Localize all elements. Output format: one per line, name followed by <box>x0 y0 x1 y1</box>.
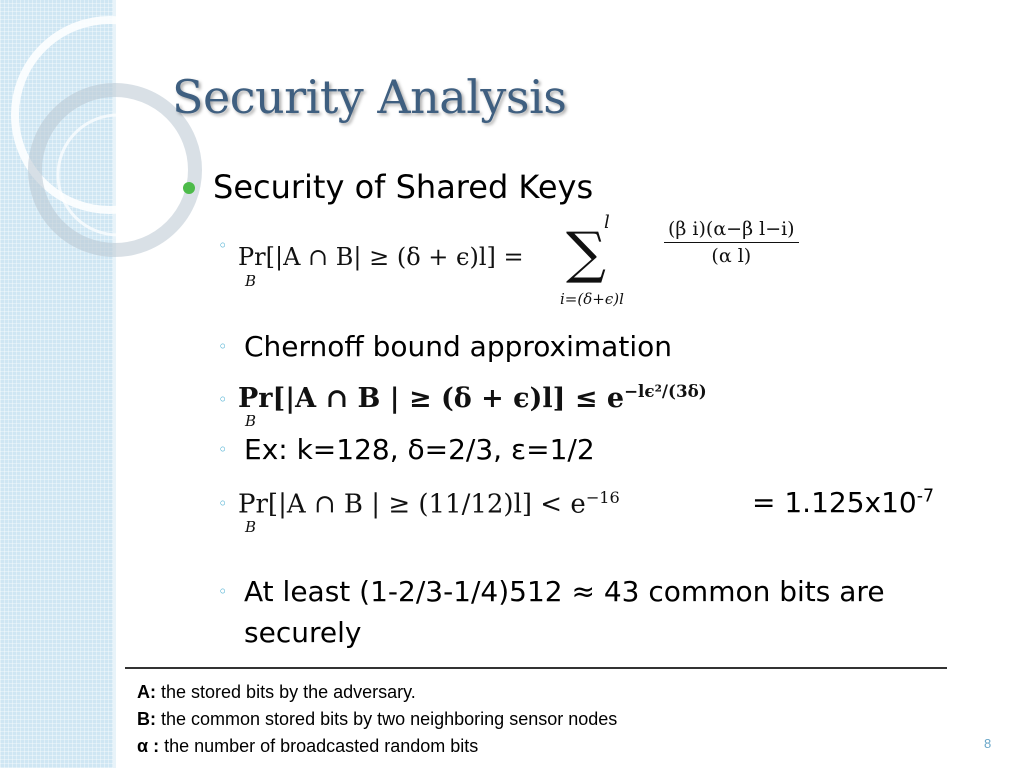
formula-3-subscript: B <box>245 518 257 536</box>
formula-3-body: Pr[|A ∩ B | ≥ (11/12)l] < e <box>238 489 586 520</box>
formula-probability-sum <box>238 243 524 271</box>
formula-2-exponent: −lϵ²/(3δ) <box>624 381 707 401</box>
footnote-alpha-text: the number of broadcasted random bits <box>159 736 479 756</box>
formula-1-sum-top: l <box>604 212 610 233</box>
formula-2-body: Pr[|A ∩ B | ≥ (δ + ϵ)l] ≤ e <box>238 383 625 414</box>
footnote-b <box>137 709 617 730</box>
formula-1-numerator: (β i)(α−β l−i) <box>664 218 799 243</box>
formula-1-lhs: Pr[|A ∩ B| ≥ (δ + ϵ)l] = <box>238 243 524 271</box>
formula-1-subscript: B <box>245 272 257 290</box>
decorative-sidebar <box>0 0 113 768</box>
bullet-example: Ex: k=128, δ=2/3, ε=1/2 <box>244 433 595 466</box>
sub-bullet-icon: ◦ <box>218 236 228 255</box>
result-value <box>752 486 934 519</box>
formula-3-exponent: −16 <box>585 488 620 507</box>
formula-2-subscript: B <box>245 412 257 430</box>
slide-title: Security Analysis <box>172 70 567 124</box>
sub-bullet-icon: ◦ <box>218 494 228 513</box>
formula-chernoff <box>238 381 707 414</box>
result-exponent: -7 <box>916 486 935 507</box>
page-number: 8 <box>984 736 992 751</box>
formula-1-fraction <box>664 218 799 267</box>
sum-symbol: ∑ <box>566 221 606 286</box>
sidebar-edge <box>113 0 116 768</box>
footnote-b-key: B: <box>137 709 156 729</box>
bullet-chernoff: Chernoff bound approximation <box>244 330 672 363</box>
formula-example <box>238 488 620 520</box>
footnote-alpha <box>137 736 478 757</box>
footnote-separator <box>125 667 947 669</box>
sub-bullet-icon: ◦ <box>218 440 228 459</box>
formula-1-sum-bottom: i=(δ+ϵ)l <box>560 290 624 308</box>
footnote-alpha-key: α : <box>137 736 160 756</box>
sub-bullet-icon: ◦ <box>218 337 228 356</box>
footnote-b-text: the common stored bits by two neighboring sensor nodes <box>156 709 618 729</box>
sub-bullet-icon: ◦ <box>218 390 228 409</box>
bullet-at-least-line-2: securely <box>244 616 362 649</box>
formula-1-denominator: (α l) <box>711 245 752 267</box>
bullet-icon <box>183 182 195 194</box>
sub-bullet-icon: ◦ <box>218 582 228 601</box>
result-text: = 1.125x10 <box>752 486 917 519</box>
footnote-a-text: the stored bits by the adversary. <box>156 682 416 702</box>
footnote-a <box>137 682 416 703</box>
footnote-a-key: A: <box>137 682 156 702</box>
bullet-security-of-shared-keys: Security of Shared Keys <box>213 168 594 206</box>
bullet-at-least-line-1: At least (1-2/3-1/4)512 ≈ 43 common bits are <box>244 575 885 608</box>
